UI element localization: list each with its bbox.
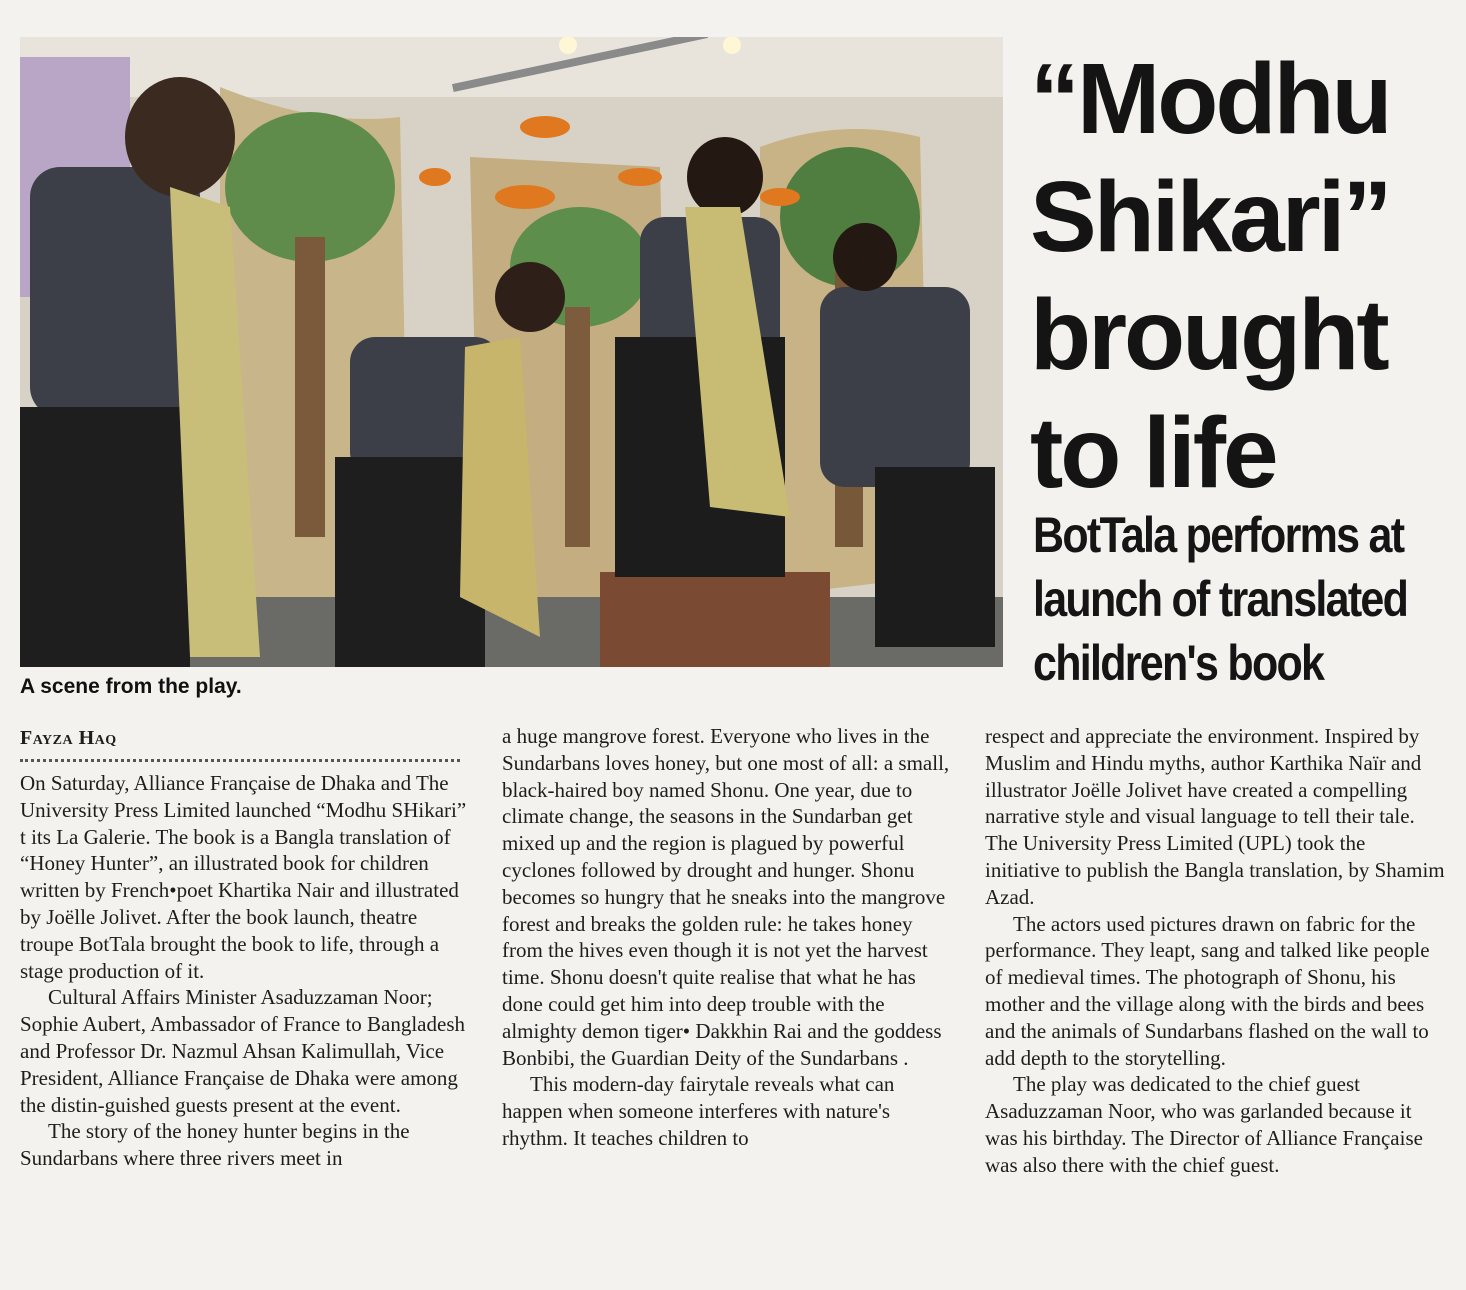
subheadline-line: BotTala performs at: [1033, 507, 1404, 563]
subheadline-line: children's book: [1033, 635, 1324, 691]
headline-line: to life: [1030, 397, 1276, 509]
article-column-2: [502, 723, 954, 1152]
paragraph: respect and appreciate the environment. Inspired by Muslim and Hindu myths, author Karthika Naïr and illustrator Joëlle Jolivet have created a compelling narrative style and visual language to tell their tale. The University Press Limited (UPL) took the initiative to publish the Bangla translation, by Shamim Azad.: [985, 724, 1445, 909]
headline-line: brought: [1030, 279, 1387, 391]
stage-scene-illustration: [20, 37, 1003, 667]
headline-line: Shikari”: [1030, 161, 1390, 273]
headline: [1030, 40, 1460, 512]
headline-line: “Modhu: [1030, 43, 1390, 155]
photo-caption: A scene from the play.: [20, 675, 242, 698]
subheadline-line: launch of translated: [1033, 571, 1408, 627]
paragraph: Cultural Affairs Minister Asaduzzaman Noor; Sophie Aubert, Ambassador of France to Bangladesh and Professor Dr. Nazmul Ahsan Kalimullah, Vice President, Alliance Française de Dhaka were among the distin-guished guests present at the event.: [20, 985, 465, 1117]
paragraph: a huge mangrove forest. Everyone who lives in the Sundarbans loves honey, but one most of all: a small, black-haired boy named Shonu. One year, due to climate change, the seasons in the Sundarban get mixed up and the region is plagued by powerful cyclones followed by drought and hunger. Shonu becomes so hungry that he sneaks into the mangrove forest and breaks the golden rule: he takes honey from the hives even though it is not yet the harvest time. Shonu doesn't quite realise that what he has done could get him into deep trouble with the almighty demon tiger• Dakkhin Rai and the goddess Bonbibi, the Guardian Deity of the Sundarbans .: [502, 724, 950, 1070]
paragraph: The play was dedicated to the chief guest Asaduzzaman Noor, who was garlanded because it was his birthday. The Director of Alliance Française was also there with the chief guest.: [985, 1072, 1423, 1177]
paragraph: On Saturday, Alliance Française de Dhaka and The University Press Limited launched “Modhu SHikari” t its La Galerie. The book is a Bangla translation of “Honey Hunter”, an illustrated book for children written by French•poet Khartika Nair and illustrated by Joëlle Jolivet. After the book launch, theatre troupe BotTala brought the book to life, through a stage production of it.: [20, 771, 467, 983]
dotted-divider: [20, 759, 460, 762]
paragraph: The actors used pictures drawn on fabric for the performance. They leapt, sang and talked like people of medieval times. The photograph of Shonu, his mother and the village along with the birds and bees and the animals of Sundarbans flashed on the wall to add depth to the storytelling.: [985, 911, 1430, 1070]
byline: Fayza Haq: [20, 727, 117, 749]
paragraph: This modern-day fairytale reveals what can happen when someone interferes with nature's rhythm. It teaches children to: [502, 1072, 895, 1150]
paragraph: The story of the honey hunter begins in the Sundarbans where three rivers meet in: [20, 1119, 410, 1171]
article-column-3: [985, 723, 1445, 1179]
subheadline: [1033, 503, 1408, 695]
article-column-1: [20, 723, 472, 1172]
article-photo: [20, 37, 1003, 667]
